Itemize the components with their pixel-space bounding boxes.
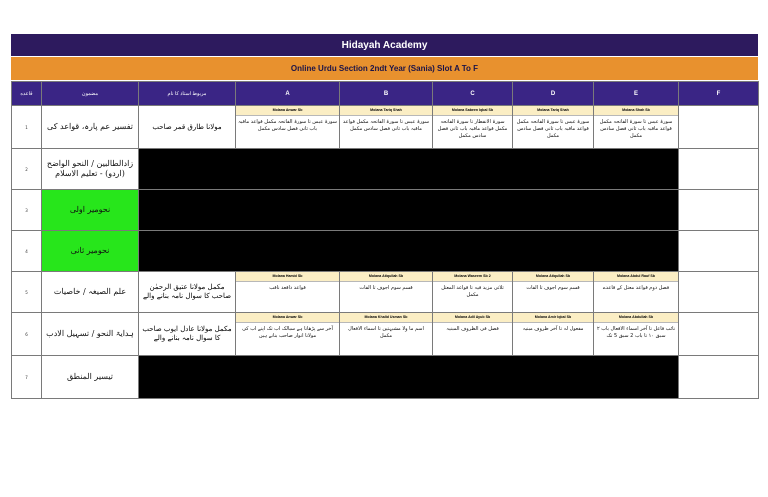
- slot-cell[interactable]: [513, 272, 594, 313]
- slot-syllabus-text: فصل دوم قواعد معتل کے قاعدے: [602, 285, 670, 291]
- slot-cell[interactable]: [433, 106, 513, 149]
- slot-cell[interactable]: [513, 106, 594, 149]
- teacher-cell[interactable]: مکمل مولانا عتیق الرحمٰن صاحب کا سوال نامہ بنانے والے: [139, 272, 236, 313]
- slot-teacher-name: Molana Abdul Rauf Sb: [594, 272, 678, 282]
- table-body: [12, 106, 759, 399]
- header-slot-g: F: [679, 82, 759, 106]
- slot-g-cell[interactable]: [679, 313, 759, 356]
- table-row: [12, 149, 759, 190]
- slot-syllabus-text: اسم ما ولا مشبہتین تا اسماء الافعال مکمل: [348, 326, 424, 339]
- subject-cell[interactable]: ہدایۃ النحو / تسہیل الادب: [42, 313, 139, 356]
- slot-syllabus-text: مفعول لہ تا آخر ظروف مبنیہ: [522, 326, 584, 332]
- slot-syllabus-text: ثلاثی مزید فیہ تا قواعد المعتل مکمل: [441, 285, 504, 298]
- header-teacher: مربوط استاذ کا نام: [139, 82, 236, 106]
- header-slot-a: A: [236, 82, 340, 106]
- table-row: [12, 231, 759, 272]
- slot-syllabus-text: نائب فاعل تا آخر اسماء الافعال باب ۲ سبق ۱۰ تا باب 2 سبق 5 تک: [596, 326, 676, 339]
- table-row: [12, 356, 759, 399]
- slot-teacher-name: Molana Shah Sb: [594, 106, 678, 116]
- row-number[interactable]: 5: [12, 272, 42, 313]
- header-slot-c: C: [433, 82, 513, 106]
- header-slot-f: E: [594, 82, 679, 106]
- blocked-cell: [139, 190, 679, 231]
- slot-syllabus-text: سورۃ عبس تا سورۃ الفاتحہ مکمل قواعد ماقبہ باب ثانی فصل سادس مکمل: [342, 119, 430, 132]
- slot-teacher-name: Molana Anwar Sb: [236, 106, 339, 116]
- header-row: [12, 82, 759, 106]
- slot-teacher-name: Molana Khalid Usman Sb: [340, 313, 432, 323]
- slot-g-cell[interactable]: [679, 231, 759, 272]
- slot-teacher-name: Molana Hamid Sb: [236, 272, 339, 282]
- blocked-cell: [139, 356, 679, 399]
- subject-cell[interactable]: نحومیر اولی: [42, 190, 139, 231]
- slot-teacher-name: Molana Atiqullah Sb: [513, 272, 593, 282]
- schedule-table: [11, 81, 759, 399]
- slot-syllabus-text: فصل فی الظروف المبنیہ: [446, 326, 499, 332]
- slot-cell[interactable]: [433, 313, 513, 356]
- slot-g-cell[interactable]: [679, 356, 759, 399]
- subject-cell[interactable]: زادالطالبین / النحو الواضح (اردو) - تعلیم الاسلام: [42, 149, 139, 190]
- slot-cell[interactable]: [340, 272, 433, 313]
- table-row: [12, 106, 759, 149]
- slot-syllabus-text: آخر سے پڑھانا ہے سبالک اب تک اپنے اب کی مولانا انوار صاحب بنانے ہیں: [242, 326, 333, 339]
- slot-cell[interactable]: [594, 313, 679, 356]
- slot-teacher-name: Molana Amir Iqbal Sb: [513, 313, 593, 323]
- sheet-subtitle: Online Urdu Section 2ndt Year (Sania) Slot A To F: [11, 56, 758, 80]
- row-number[interactable]: 1: [12, 106, 42, 149]
- subject-cell[interactable]: تفسیر عم پارہ، قواعد کی: [42, 106, 139, 149]
- table-row: [12, 272, 759, 313]
- slot-cell[interactable]: [594, 106, 679, 149]
- subject-cell[interactable]: علم الصیغہ / خاصیات: [42, 272, 139, 313]
- slot-g-cell[interactable]: [679, 190, 759, 231]
- slot-cell[interactable]: [340, 313, 433, 356]
- spreadsheet: [11, 34, 758, 399]
- row-number[interactable]: 6: [12, 313, 42, 356]
- slot-teacher-name: Molana Abdullah Sb: [594, 313, 678, 323]
- row-number[interactable]: 7: [12, 356, 42, 399]
- row-number[interactable]: 2: [12, 149, 42, 190]
- slot-cell[interactable]: [513, 313, 594, 356]
- header-slot-d: D: [513, 82, 594, 106]
- slot-cell[interactable]: [236, 106, 340, 149]
- subject-cell[interactable]: تیسیر المنطق: [42, 356, 139, 399]
- slot-teacher-name: Molana Anwar Sb: [236, 313, 339, 323]
- slot-syllabus-text: سورۃ عبس تا سورۃ الفاتحہ مکمل قواعد ماقبہ باب ثانی فصل سادس مکمل: [516, 119, 590, 139]
- slot-g-cell[interactable]: [679, 272, 759, 313]
- slot-cell[interactable]: [433, 272, 513, 313]
- blocked-cell: [139, 149, 679, 190]
- blocked-cell: [139, 231, 679, 272]
- slot-teacher-name: Molana Waseem Sb 2: [433, 272, 512, 282]
- slot-syllabus-text: سورۃ الانفطار تا سورۃ الفاتحہ مکمل قواعد ماقبہ باب ثانی فصل سادس مکمل: [437, 119, 508, 139]
- slot-cell[interactable]: [236, 272, 340, 313]
- row-number[interactable]: 3: [12, 190, 42, 231]
- slot-teacher-name: Molana Atiqullah Sb: [340, 272, 432, 282]
- slot-syllabus-text: قسم سوم اجوف تا الفات: [526, 285, 580, 291]
- row-number[interactable]: 4: [12, 231, 42, 272]
- slot-syllabus-text: سورۃ عبس تا سورۃ الفاتحہ مکمل قواعد ماقبہ باب ثانی فصل سادس مکمل: [599, 119, 673, 139]
- teacher-cell[interactable]: مکمل مولانا عادل ایوب صاحب کا سوال نامہ بنانے والے: [139, 313, 236, 356]
- table-row: [12, 190, 759, 231]
- header-subject: مضمون: [42, 82, 139, 106]
- slot-cell[interactable]: [236, 313, 340, 356]
- header-num: قاعده: [12, 82, 42, 106]
- header-slot-b: B: [340, 82, 433, 106]
- slot-syllabus-text: سورۃ عبس تا سورۃ الفاتحہ مکمل قواعد ماقبہ باب ثانی فصل سادس مکمل: [238, 119, 337, 132]
- slot-teacher-name: Molana Tariq Shah: [513, 106, 593, 116]
- slot-teacher-name: Molana Tariq Shah: [340, 106, 432, 116]
- slot-g-cell[interactable]: [679, 149, 759, 190]
- slot-g-cell[interactable]: [679, 106, 759, 149]
- slot-cell[interactable]: [594, 272, 679, 313]
- slot-teacher-name: Molana Sabeen Iqbal Sb: [433, 106, 512, 116]
- slot-teacher-name: Molana Adil Ayub Sb: [433, 313, 512, 323]
- teacher-cell[interactable]: مولانا طارق قمر صاحب: [139, 106, 236, 149]
- subject-cell[interactable]: نحومیر ثانی: [42, 231, 139, 272]
- slot-syllabus-text: قواعد داقعد ناقب: [269, 285, 306, 291]
- slot-cell[interactable]: [340, 106, 433, 149]
- table-row: [12, 313, 759, 356]
- sheet-title: Hidayah Academy: [11, 34, 758, 56]
- slot-syllabus-text: قسم سوم اجوف تا الفات: [359, 285, 413, 291]
